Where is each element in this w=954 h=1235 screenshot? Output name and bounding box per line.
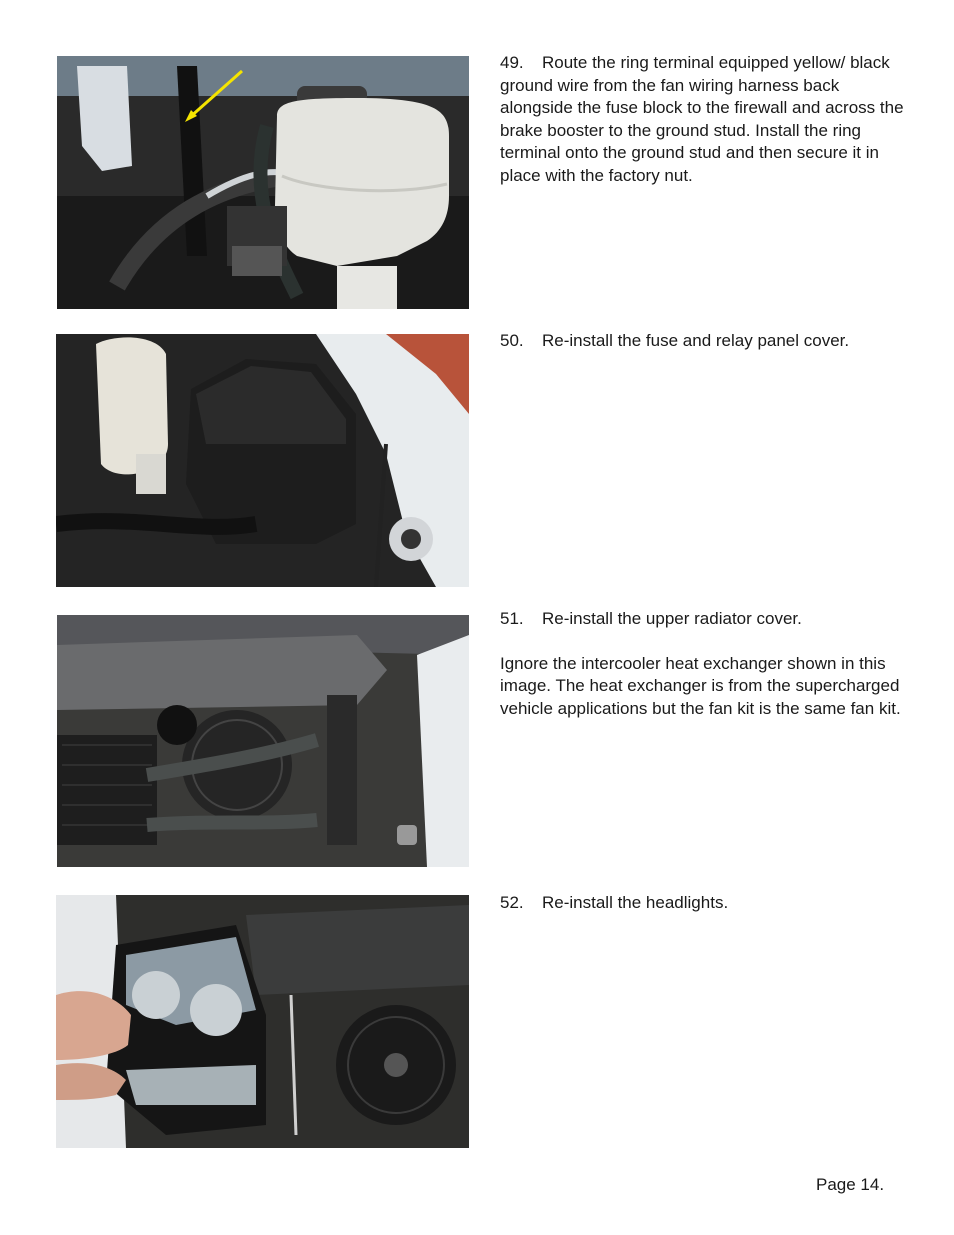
step-51-note: Ignore the intercooler heat exchanger shown in this image. The heat exchanger is from the supercharged vehicle applications but the fan kit is the same fan kit. [500,653,901,718]
photo-step-50 [56,334,469,587]
photo-step-51 [57,615,469,867]
step-49-instruction: Route the ring terminal equipped yellow/ black ground wire from the fan wiring harness back alongside the fuse block to the firewall and across the brake booster to the ground stud. Install the ring terminal onto the ground stud and then secure it in place with the factory nut. [500,53,904,185]
step-51-text [500,608,910,720]
step-52-text [500,892,910,915]
step-49-text [500,52,910,187]
step-49-number: 49. [500,53,524,72]
step-51-instruction: Re-install the upper radiator cover. [542,609,802,628]
step-52-number: 52. [500,893,524,912]
step-52-instruction: Re-install the headlights. [542,893,729,912]
step-50-instruction: Re-install the fuse and relay panel cover. [542,331,850,350]
step-50-number: 50. [500,331,524,350]
step-51-number: 51. [500,609,524,628]
page-number: Page 14. [816,1175,885,1194]
step-50-text [500,330,910,353]
photo-step-52 [56,895,469,1148]
photo-step-49 [57,56,469,309]
